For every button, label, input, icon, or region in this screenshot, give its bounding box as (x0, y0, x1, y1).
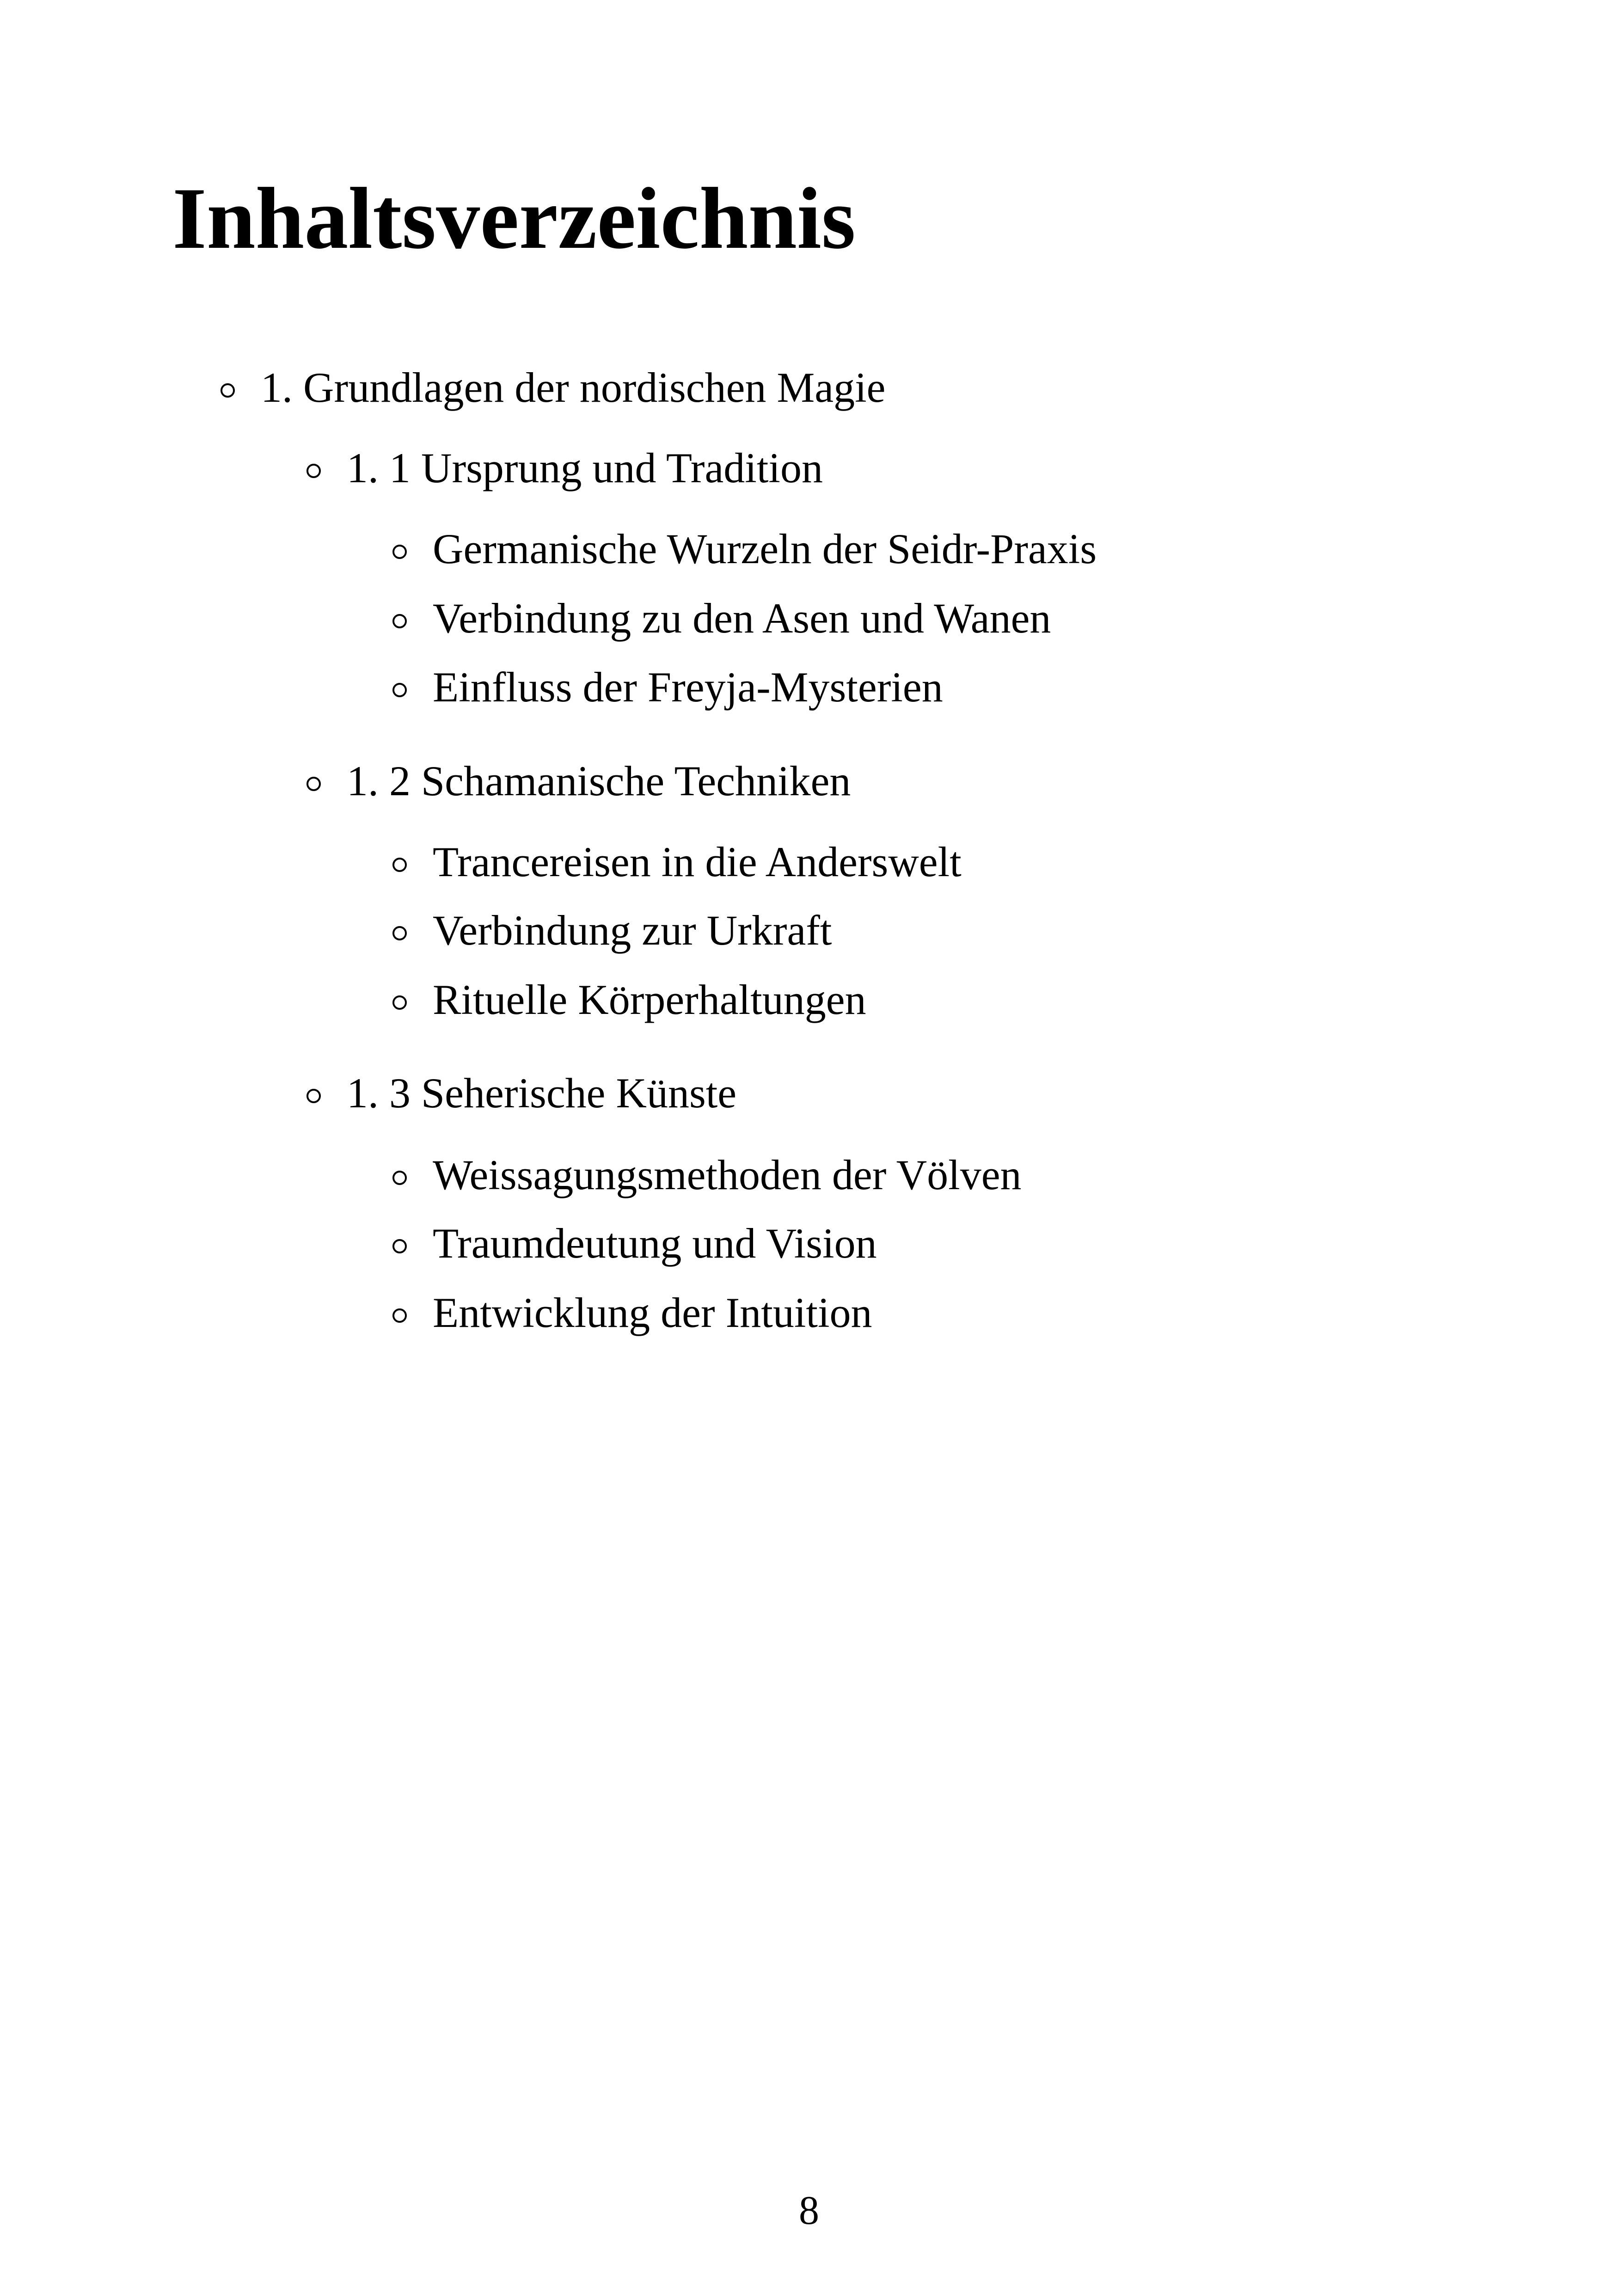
circle-bullet-icon (221, 383, 235, 398)
toc-section-1-3[interactable] (306, 1069, 737, 1117)
circle-bullet-icon (306, 464, 321, 478)
toc-entry-label: Weissagungsmethoden der Völven (433, 1151, 1022, 1198)
toc-item[interactable] (392, 909, 832, 952)
toc-item[interactable] (392, 1291, 872, 1334)
toc-section-1-2[interactable] (306, 757, 851, 804)
circle-bullet-icon (392, 683, 407, 697)
toc-item[interactable] (392, 663, 943, 711)
circle-bullet-icon (392, 995, 407, 1010)
toc-item[interactable] (392, 525, 1097, 572)
page-title: Inhaltsverzeichnis (172, 170, 856, 267)
toc-entry-label: Verbindung zu den Asen und Wanen (433, 595, 1051, 642)
toc-item[interactable] (392, 1151, 1022, 1198)
toc-item[interactable] (392, 978, 866, 1021)
toc-entry-label: Einfluss der Freyja-Mysterien (433, 663, 943, 711)
circle-bullet-icon (392, 614, 407, 628)
circle-bullet-icon (392, 858, 407, 872)
toc-item[interactable] (392, 838, 962, 885)
circle-bullet-icon (392, 926, 407, 940)
toc-entry-label: Entwicklung der Intuition (433, 1289, 872, 1336)
page-number: 8 (799, 2188, 819, 2233)
toc-chapter-1[interactable] (221, 366, 885, 409)
toc-entry-label: Trancereisen in die Anderswelt (433, 838, 962, 885)
toc-entry-label: 1. 3 Seherische Künste (347, 1069, 737, 1117)
toc-entry-label: Traumdeutung und Vision (433, 1220, 877, 1267)
toc-item[interactable] (392, 595, 1051, 642)
toc-entry-label: Germanische Wurzeln der Seidr-Praxis (433, 525, 1097, 572)
toc-entry-label: 1. 1 Ursprung und Tradition (347, 444, 823, 491)
circle-bullet-icon (392, 1171, 407, 1185)
toc-entry-label: 1. 2 Schamanische Techniken (347, 757, 851, 804)
toc-section-1-1[interactable] (306, 444, 823, 491)
circle-bullet-icon (392, 1239, 407, 1253)
toc-item[interactable] (392, 1222, 877, 1265)
toc-entry-label: 1. Grundlagen der nordischen Magie (261, 364, 886, 411)
toc-entry-label: Verbindung zur Urkraft (433, 907, 832, 954)
circle-bullet-icon (392, 545, 407, 559)
circle-bullet-icon (306, 777, 321, 791)
toc-entry-label: Rituelle Körperhaltungen (433, 976, 866, 1023)
circle-bullet-icon (306, 1089, 321, 1103)
circle-bullet-icon (392, 1308, 407, 1323)
